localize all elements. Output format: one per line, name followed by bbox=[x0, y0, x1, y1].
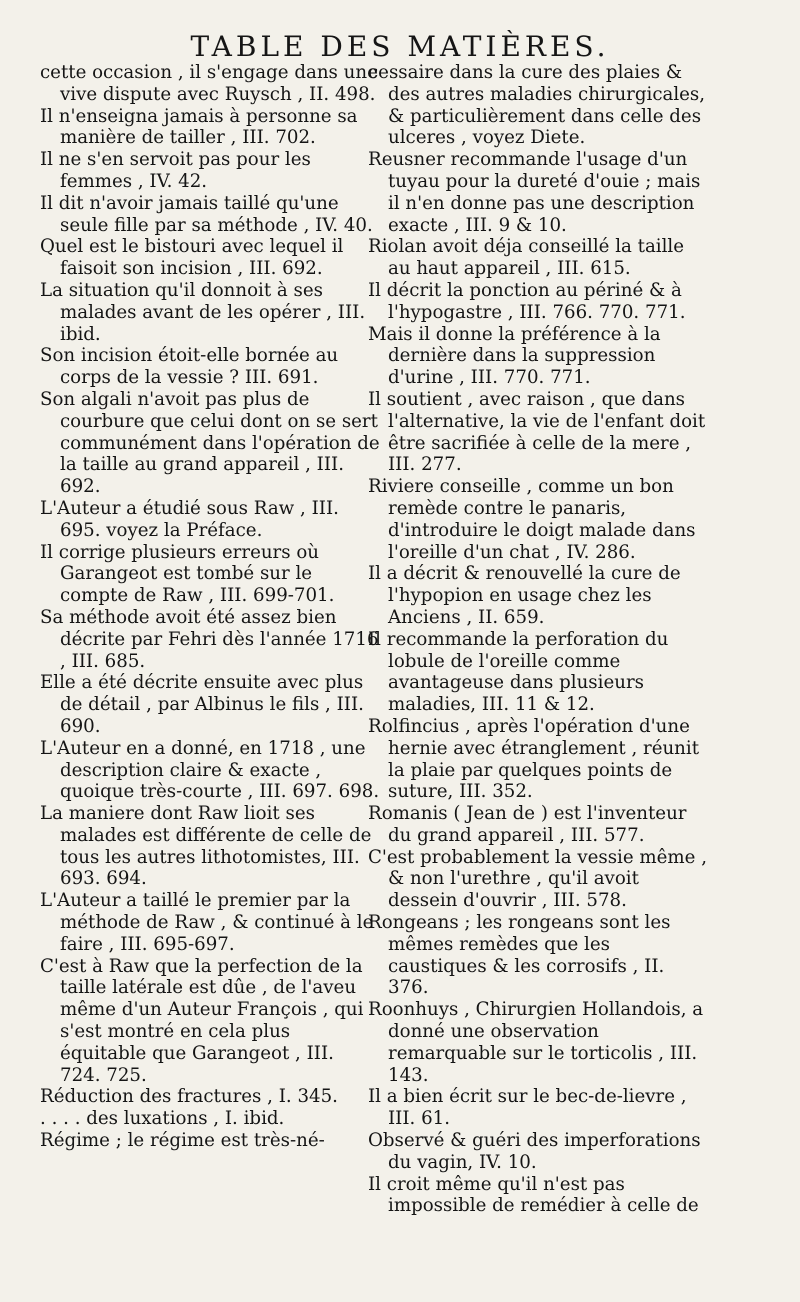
index-entry: Observé & guéri des imperforations du vagin, IV. 10. bbox=[368, 1130, 701, 1173]
index-entry: Reusner recommande l'usage d'un tuyau pour la dureté d'ouie ; mais il n'en donne pas une description exacte , III. 9 & 10. bbox=[368, 149, 701, 236]
index-entry: Il recommande la perforation du lobule de l'oreille comme avantageuse dans plusieurs maladies, III. 11 & 12. bbox=[368, 628, 669, 716]
index-entry: L'Auteur a étudié sous Raw , III. 695. voyez la Préface. bbox=[40, 497, 339, 541]
index-entry: Son incision étoit-elle bornée au corps de la vessie ? III. 691. bbox=[40, 345, 339, 389]
index-entry: L'Auteur en a donné, en 1718 , une description claire & exacte , quoique très-courte , III. 697. 698. bbox=[40, 737, 380, 803]
index-entry: Mais il donne la préférence à la dernière dans la suppression d'urine , III. 770. 771. bbox=[368, 323, 661, 389]
index-entry: Elle a été décrite ensuite avec plus de détail , par Albinus le fils , III. 690. bbox=[40, 672, 364, 737]
index-entry: Rongeans ; les rongeans sont les mêmes remèdes que les caustiques & les corrosifs , II. 376. bbox=[368, 912, 671, 999]
index-entry: C'est à Raw que la perfection de la taille latérale est dûe , de l'aveu même d'un Auteur François , qui s'est montré en cela plus équitable que Garangeot , III. 724. 725. bbox=[40, 955, 364, 1086]
index-entry: Il corrige plusieurs erreurs où Garangeot est tombé sur le compte de Raw , III. 699-701. bbox=[40, 541, 335, 607]
index-entry: Quel est le bistouri avec lequel il faisoit son incision , III. 692. bbox=[40, 236, 344, 280]
index-entry: La maniere dont Raw lioit ses malades est différente de celle de tous les autres lithotomistes, III. 693. 694. bbox=[40, 803, 372, 890]
left-column bbox=[40, 62, 380, 1152]
right-column bbox=[368, 62, 708, 1217]
index-entry: Il n'enseigna jamais à personne sa manière de tailler , III. 702. bbox=[40, 105, 358, 149]
index-entry: Il a décrit & renouvellé la cure de l'hypopion en usage chez les Anciens , II. 659. bbox=[368, 563, 681, 628]
index-entry: Il a bien écrit sur le bec-de-lievre , III. 61. bbox=[368, 1086, 687, 1130]
index-entry: Romanis ( Jean de ) est l'inventeur du grand appareil , III. 577. bbox=[368, 803, 687, 846]
index-entry: Il dit n'avoir jamais taillé qu'une seule fille par sa méthode , IV. 40. bbox=[40, 192, 373, 236]
index-entry: Il décrit la ponction au périné & à l'hypogastre , III. 766. 770. 771. bbox=[368, 279, 686, 323]
index-entry: L'Auteur a taillé le premier par la méthode de Raw , & continué à le faire , III. 695-697. bbox=[40, 890, 374, 955]
index-entry: Riolan avoit déja conseillé la taille au haut appareil , III. 615. bbox=[368, 236, 685, 280]
index-entry: Il ne s'en servoit pas pour les femmes , IV. 42. bbox=[40, 149, 311, 192]
page-header: TABLE DES MATIÈRES. bbox=[190, 30, 610, 63]
index-entry: Riviere conseille , comme un bon remède contre le panaris, d'introduire le doigt malade dans l'oreille d'un chat , IV. 286. bbox=[368, 476, 696, 563]
index-entry: cessaire dans la cure des plaies & des autres maladies chirurgicales, & particulièrement dans celle des ulceres , voyez Diete. bbox=[368, 62, 706, 149]
index-entry: Réduction des fractures , I. 345. bbox=[40, 1086, 338, 1108]
index-entry: Sa méthode avoit été assez bien décrite par Fehri dès l'année 1716 , III. 685. bbox=[40, 606, 379, 672]
index-entry: Il croit même qu'il n'est pas impossible de remédier à celle de bbox=[368, 1173, 699, 1217]
index-entry: . . . . des luxations , I. ibid. bbox=[40, 1108, 285, 1130]
index-entry: Il soutient , avec raison , que dans l'alternative, la vie de l'enfant doit être sacrifiée à celle de la mere , III. 277. bbox=[368, 388, 706, 476]
index-entry: Régime ; le régime est très-né- bbox=[40, 1130, 325, 1152]
index-entry: Son algali n'avoit pas plus de courbure que celui dont on se sert communément dans l'opération de la taille au grand appareil , III. 692. bbox=[40, 388, 380, 498]
index-entry: C'est probablement la vessie même , & non l'urethre , qu'il avoit dessein d'ouvrir , III. 578. bbox=[368, 846, 707, 912]
index-entry: cette occasion , il s'engage dans une vive dispute avec Ruysch , II. 498. bbox=[40, 62, 378, 105]
index-entry: Rolfincius , après l'opération d'une hernie avec étranglement , réunit la plaie par quelques points de suture, III. 352. bbox=[368, 715, 700, 803]
index-entry: Roonhuys , Chirurgien Hollandois, a donné une observation remarquable sur le torticolis , III. 143. bbox=[368, 999, 704, 1086]
index-entry: La situation qu'il donnoit à ses malades avant de les opérer , III. ibid. bbox=[40, 279, 366, 345]
